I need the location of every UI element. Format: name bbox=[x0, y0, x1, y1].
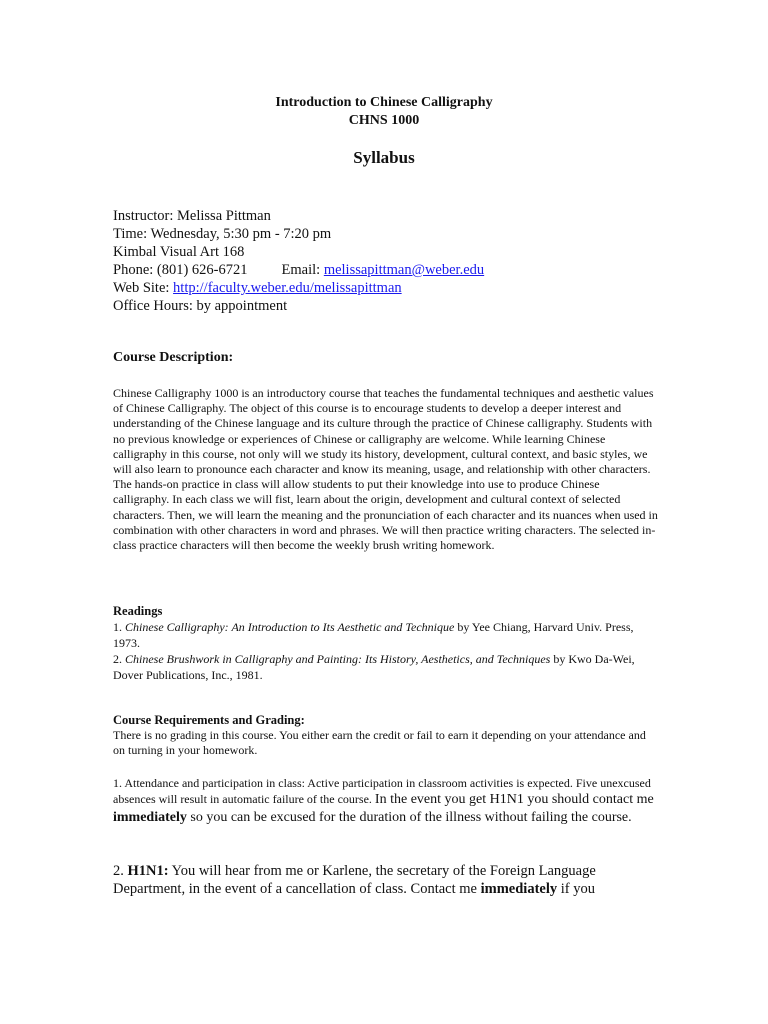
reading-details: by Kwo Da-Wei, Dover Publications, Inc., 1981. bbox=[113, 652, 635, 682]
course-code: CHNS 1000 bbox=[348, 113, 420, 128]
reading-item bbox=[113, 619, 658, 651]
reading-title: Chinese Brushwork in Calligraphy and Painting: Its History, Aesthetics, and Techniques bbox=[125, 652, 551, 666]
website-line bbox=[113, 279, 713, 297]
reading-number: 2. bbox=[113, 652, 125, 666]
website-label: Web Site: bbox=[113, 280, 174, 296]
h1n1-text-end: if you bbox=[557, 881, 595, 897]
reading-details: by Yee Chiang, Harvard Univ. Press, 1973. bbox=[113, 620, 634, 650]
office-hours-line: Office Hours: by appointment bbox=[113, 298, 288, 314]
h1n1-label: H1N1: bbox=[127, 863, 169, 879]
h1n1-notice-text: In the event you get H1N1 you should contact me bbox=[374, 792, 654, 808]
course-title: Introduction to Chinese Calligraphy bbox=[275, 95, 493, 110]
requirements-heading: Course Requirements and Grading: bbox=[113, 713, 305, 727]
reading-item bbox=[113, 651, 658, 683]
website-link[interactable]: http://faculty.weber.edu/melissapittman bbox=[173, 280, 402, 296]
course-description-text: Chinese Calligraphy 1000 is an introductory course that teaches the fundamental techniques and aesthetic values of Chinese Calligraphy. The object of this course is to encourage students to develop a deeper interest and understanding of the Chinese language and its culture through the practice of Chinese calligraphy. Students with no previous knowledge or experiences of Chinese or calligraphy are welcome. While learning Chinese calligraphy in this course, not only will we study its history, development, cultural context, and basic styles, we will also learn to pronounce each character and know its meaning, usage, and relationship with other characters. The hands-on practice in class will allow students to put their knowledge into use to produce Chinese calligraphy. In each class we will fist, learn about the origin, development and cultural context of selected characters. Then, we will learn the meaning and the pronunciation of each character and its nuances when used in combination with other characters in word and phrases. We will then practice writing characters. The selected in-class practice characters will then become the weekly brush writing homework. bbox=[113, 386, 658, 553]
email-label: Email: bbox=[281, 262, 324, 278]
time-line: Time: Wednesday, 5:30 pm - 7:20 pm bbox=[113, 226, 332, 242]
h1n1-item bbox=[113, 862, 658, 898]
location-line: Kimbal Visual Art 168 bbox=[113, 244, 245, 260]
document-title: Syllabus bbox=[353, 148, 415, 167]
instructor-line: Instructor: Melissa Pittman bbox=[113, 208, 271, 224]
item-number: 2. bbox=[113, 863, 128, 879]
h1n1-text: You will hear from me or Karlene, the secretary of the Foreign Language Department, in the event of a cancellation of class. Contact me bbox=[113, 863, 596, 897]
requirements-intro: There is no grading in this course. You either earn the credit or fail to earn it depending on your attendance and on turning in your homework. bbox=[113, 728, 646, 758]
reading-title: Chinese Calligraphy: An Introduction to Its Aesthetic and Technique bbox=[125, 620, 455, 634]
readings-list bbox=[113, 619, 658, 683]
reading-number: 1. bbox=[113, 620, 125, 634]
readings-heading: Readings bbox=[113, 604, 163, 618]
emphasis-immediately: immediately bbox=[113, 809, 187, 825]
attendance-text: 1. Attendance and participation in class: Active participation in classroom activities is expected. Five unexcused absences will result in automatic failure of the course. bbox=[113, 776, 651, 807]
emphasis-immediately: immediately bbox=[480, 881, 558, 897]
h1n1-notice-text-end: so you can be excused for the duration of the illness without failing the course. bbox=[186, 809, 632, 825]
course-info-block bbox=[113, 207, 713, 315]
phone-text: Phone: (801) 626-6721 bbox=[113, 262, 248, 278]
attendance-item bbox=[113, 776, 658, 826]
email-link[interactable]: melissapittman@weber.edu bbox=[323, 262, 485, 278]
course-description-heading: Course Description: bbox=[113, 350, 234, 365]
phone-email-line bbox=[113, 261, 713, 279]
